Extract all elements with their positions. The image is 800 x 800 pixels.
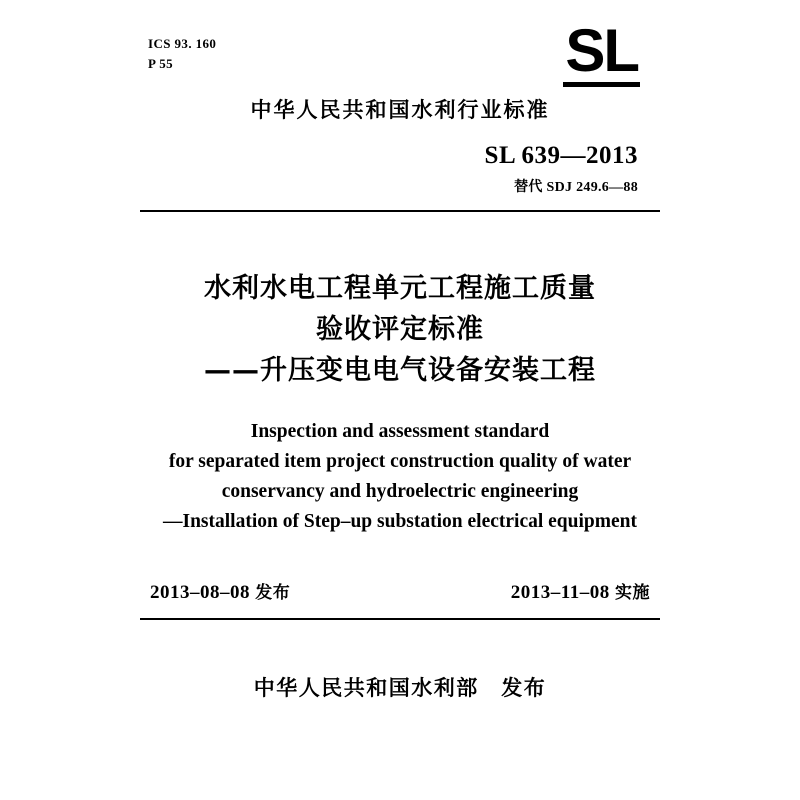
standard-replaces: 替代 SDJ 249.6—88 <box>514 180 638 195</box>
issue-date: 2013–08–08 <box>150 582 250 603</box>
effective-date-group <box>511 578 660 604</box>
header-divider-rule <box>140 210 660 212</box>
title-english-line-3: conservancy and hydroelectric engineering <box>221 481 579 502</box>
sl-logo: SL <box>563 22 640 87</box>
issue-date-group <box>140 578 290 604</box>
issue-date-label: 发布 <box>255 583 291 603</box>
effective-date: 2013–11–08 <box>510 582 610 603</box>
cover-header <box>140 0 660 84</box>
standard-number-block <box>140 142 660 196</box>
title-chinese-line-2: 验收评定标准 <box>316 314 484 345</box>
title-english <box>140 417 660 537</box>
title-english-line-1: Inspection and assessment standard <box>250 421 550 442</box>
standard-series-title: 中华人民共和国水利行业标准 <box>250 98 550 122</box>
dates-row <box>140 578 660 604</box>
classification-code: P 55 <box>148 56 174 71</box>
dates-divider-rule <box>140 618 660 620</box>
ics-code: ICS 93. 160 <box>148 36 217 51</box>
title-chinese-line-1: 水利水电工程单元工程施工质量 <box>204 273 596 304</box>
title-english-line-4: —Installation of Step–up substation electrical equipment <box>163 511 637 532</box>
publisher-name: 中华人民共和国水利部 发布 <box>253 676 547 700</box>
title-chinese <box>140 268 660 391</box>
standard-number: SL 639—2013 <box>484 142 638 169</box>
ics-classification-block <box>148 34 216 74</box>
title-english-line-2: for separated item project construction quality of water <box>168 451 632 472</box>
title-chinese-line-3: ——升压变电电气设备安装工程 <box>204 355 596 386</box>
effective-date-label: 实施 <box>615 583 650 603</box>
